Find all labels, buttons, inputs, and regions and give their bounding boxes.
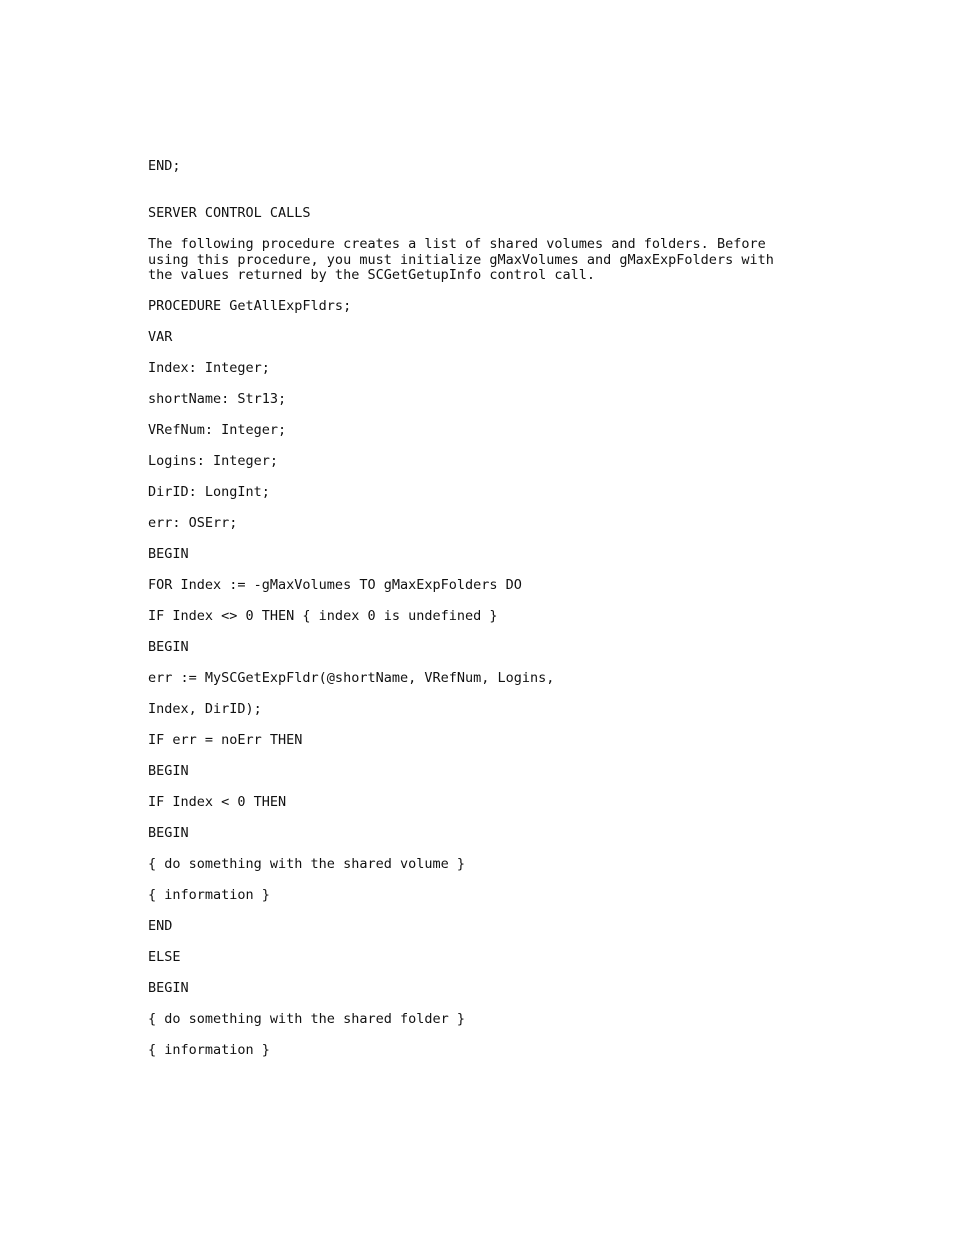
code-line: { do something with the shared folder } [148,1011,465,1027]
code-line: err: OSErr; [148,515,238,531]
code-line: { information } [148,1042,270,1058]
intro-line: The following procedure creates a list of shared volumes and folders. Before [148,236,766,252]
code-line: Index: Integer; [148,360,270,376]
code-line: Index, DirID); [148,701,262,717]
code-line: BEGIN [148,546,189,562]
code-line: IF Index < 0 THEN [148,794,287,810]
code-line: VRefNum: Integer; [148,422,287,438]
code-line: ELSE [148,949,181,965]
code-line: PROCEDURE GetAllExpFldrs; [148,298,352,314]
intro-line: the values returned by the SCGetGetupInfo control call. [148,267,596,283]
code-line: BEGIN [148,980,189,996]
code-line: BEGIN [148,763,189,779]
code-line: IF Index <> 0 THEN { index 0 is undefined } [148,608,498,624]
intro-line: using this procedure, you must initialize gMaxVolumes and gMaxExpFolders with [148,251,774,268]
code-line: VAR [148,329,173,345]
code-line: Logins: Integer; [148,453,279,469]
code-line: err := MySCGetExpFldr(@shortName, VRefNum, Logins, [148,670,555,686]
code-line: { information } [148,887,270,903]
code-line: END [148,918,173,934]
code-line: shortName: Str13; [148,391,287,407]
code-line: { do something with the shared volume } [148,856,465,872]
end-statement: END; [148,158,181,174]
section-heading: SERVER CONTROL CALLS [148,205,311,221]
code-line: DirID: LongInt; [148,484,270,500]
code-line: BEGIN [148,639,189,655]
code-line: BEGIN [148,825,189,841]
code-line: FOR Index := -gMaxVolumes TO gMaxExpFolders DO [148,577,522,593]
code-line: IF err = noErr THEN [148,732,303,748]
